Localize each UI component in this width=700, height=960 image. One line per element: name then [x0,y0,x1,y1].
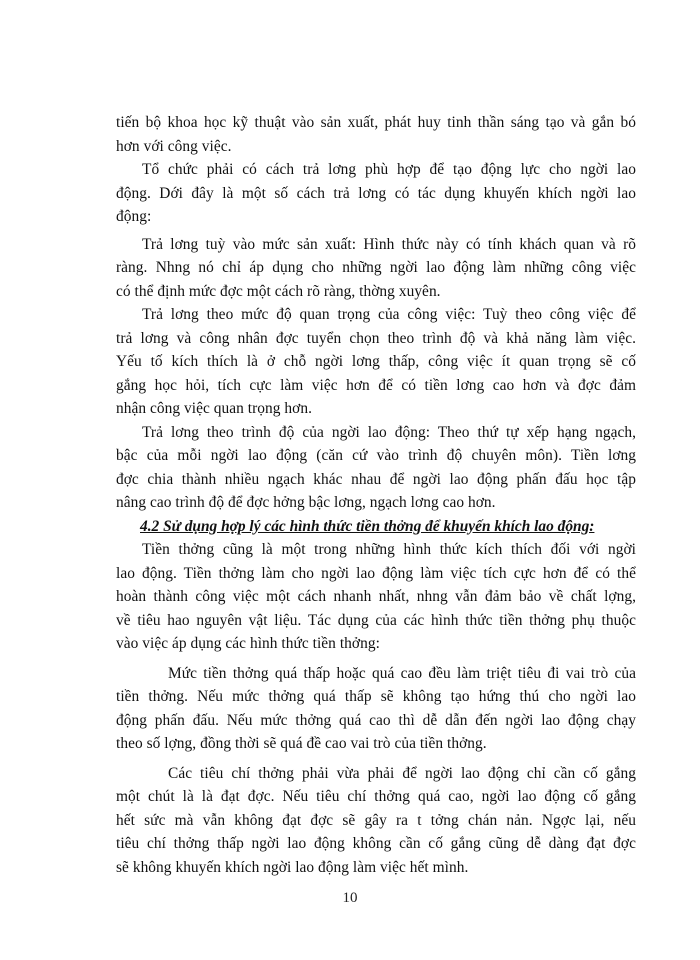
text-line: hoàn thành công việc một cách nhanh nhất, nhng vẫn đảm bảo về chất lợng, [116,588,636,605]
text-line: Trả lơng tuỳ vào mức sản xuất: Hình thức này có tính khách quan và rõ [142,235,636,253]
text-line: lao động. Tiền thởng làm cho ngời lao động làm việc tích cực hơn để có thể [116,564,636,582]
text-line: theo số lợng, đồng thời sẽ quá đề cao vai trò của tiền thởng. [116,735,487,752]
text-line: Trả lơng theo mức độ quan trọng của công việc: Tuỳ theo công việc để [142,306,636,323]
text-line: đợc chia thành nhiều ngạch khác nhau để ngời lao động phấn đấu học tập [116,470,636,488]
text-line: tiêu chí thởng thấp ngời lao động không cần cố gắng cũng dễ dàng đạt đợc [116,835,636,852]
text-line: trả lơng và công nhân đợc tuyển chọn theo trình độ và khả năng làm việc. [116,329,636,347]
text-line: Các tiêu chí thởng phải vừa phải để ngời lao động chỉ cần cố gắng [168,764,636,782]
paragraph-1 [116,111,636,158]
text-line: nhận công việc quan trọng hơn. [116,400,312,417]
text-line: nâng cao trình độ để đợc hởng bậc lơng, ngạch lơng cao hơn. [116,494,496,511]
text-line: Trả lơng theo trình độ của ngời lao động: Theo thứ tự xếp hạng ngạch, [142,423,636,441]
text-line: ràng. Nhng nó chỉ áp dụng cho những ngời lao động làm những công việc [116,259,636,276]
text-line: Tiền thởng cũng là một trong những hình thức kích thích đối với ngời [142,541,636,558]
text-line: hết sức mà vẫn không đạt đợc sẽ gây ra t tởng chán nản. Ngợc lại, nếu [116,811,636,829]
paragraph-6 [116,538,636,656]
paragraph-7 [116,662,636,756]
text-line: Tổ chức phải có cách trả lơng phù hợp để tạo động lực cho ngời lao [142,161,636,178]
paragraph-5 [116,421,636,515]
page-number: 10 [342,890,358,906]
text-line: hơn với công việc. [116,137,232,155]
document-body [116,111,636,879]
paragraph-2 [116,158,636,229]
text-line: tiến bộ khoa học kỹ thuật vào sản xuất, phát huy tinh thần sáng tạo và gắn bó [116,114,636,131]
paragraph-4 [116,303,636,421]
text-line: có thể định mức đợc một cách rõ ràng, thờng xuyên. [116,282,441,300]
text-line: vào việc áp dụng các hình thức tiền thởng: [116,635,380,652]
text-line: động: [116,208,152,225]
text-line: một chút là là đạt đợc. Nếu tiêu chí thởng quá cao, ngời lao động cố gắng [116,788,636,805]
text-line: Mức tiền thởng quá thấp hoặc quá cao đều làm triệt tiêu đi vai trò của [168,664,636,682]
text-line: tiền thởng. Nếu mức thởng quá thấp sẽ không tạo hứng thú cho ngời lao [116,688,636,705]
text-line: động. Dới đây là một số cách trả lơng có tác dụng khuyến khích ngời lao [116,184,636,202]
text-line: về tiêu hao nguyên vật liệu. Tác dụng của các hình thức tiền thởng phụ thuộc [116,611,636,629]
text-line: động phấn đấu. Nếu mức thởng quá cao thì dễ dẫn đến ngời lao động chạy [116,711,636,729]
paragraph-8 [116,762,636,880]
text-line: sẽ không khuyến khích ngời lao động làm việc hết mình. [116,858,469,876]
text-line: Yếu tố kích thích là ở chỗ ngời lơng thấp, công việc ít quan trọng sẽ cố [116,353,636,370]
text-line: gắng học hỏi, tích cực làm việc hơn để có tiền lơng cao hơn và đợc đảm [116,376,636,394]
paragraph-3 [116,233,636,304]
text-line: bậc của mỗi ngời lao động (căn cứ vào trình độ chuyên môn). Tiền lơng [116,447,636,464]
section-heading: 4.2 Sử dụng hợp lý các hình thức tiền thởng để khuyến khích lao động: [140,517,595,535]
